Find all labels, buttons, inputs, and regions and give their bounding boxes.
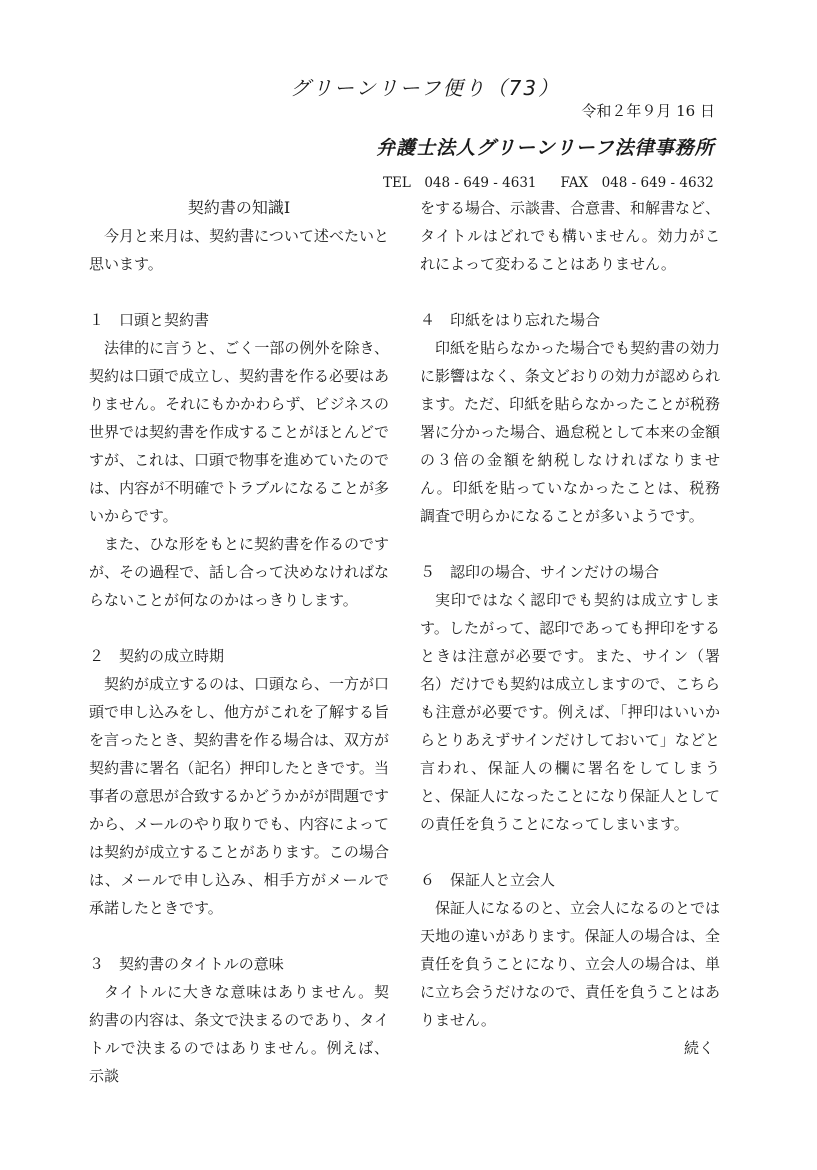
fax-number: FAX 048 - 649 - 4632 [560, 175, 714, 191]
contact-info [383, 171, 738, 191]
firm-name: 弁護士法人グリーンリーフ法律事務所 [376, 137, 715, 159]
article-title: 契約書の知識Ⅰ [187, 198, 291, 217]
section-5-paragraph-1: 実印ではなく認印でも契約は成立すします。したがって、認印であっても押印をするときは注意が必要です。また、サイン（署名）だけでも契約は成立しますので、こちらも注意が必要です。例えば、「押印はいいからとりあえずサインだけしておいて」などと言われ、保証人の欄に署名をしてしまうと、保証人になったことになり保証人としての責任を負うことになってしまいます。 [420, 591, 721, 833]
intro-paragraph: 今月と来月は、契約書について述べたいと思います。 [89, 227, 389, 273]
section-6-heading: ６ 保証人と立会人 [420, 871, 556, 889]
section-4-paragraph-1: 印紙を貼らなかった場合でも契約書の効力に影響はなく、条文どおりの効力が認められます。ただ、印紙を貼らなかったことが税務署に分かった場合、過怠税として本来の金額の３倍の金額を納税しなければなりません。印紙を貼っていなかったことは、税務調査で明らかになることが多いようです。 [420, 339, 721, 525]
section-1-paragraph-1: 法律的に言うと、ごく一部の例外を除き、契約は口頭で成立し、契約書を作る必要はありません。それにもかかわらず、ビジネスの世界では契約書を作成することがほとんどですが、これは、口頭で物事を進めていたのでは、内容が不明確でトラブルになることが多いからです。 [89, 339, 390, 525]
continued-marker: 続く [683, 1039, 714, 1057]
section-3-continuation: をする場合、示談書、合意書、和解書など、タイトルはどれでも構いません。効力がこれによって変わることはありません。 [420, 199, 721, 273]
section-5-heading: ５ 認印の場合、サインだけの場合 [420, 563, 659, 581]
section-2-paragraph-1: 契約が成立するのは、口頭なら、一方が口頭で申し込みをし、他方がこれを了解する旨を言ったとき、契約書を作る場合は、双方が契約書に署名（記名）押印したときです。当事者の意思が合致するかどうかがが問題ですから、メールのやり取りでも、内容によっては契約が成立することがあります。この場合は、メールで申し込み、相手方がメールで承諾したときです。 [89, 675, 390, 917]
newsletter-title: グリーンリーフ便り（73） [290, 76, 561, 100]
issue-date: 令和２年９月 16 日 [581, 102, 715, 120]
section-3-paragraph-1: タイトルに大きな意味はありません。契約書の内容は、条文で決まるのであり、タイトルで決まるのではありません。例えば、示談 [89, 983, 389, 1085]
section-3-heading: ３ 契約書のタイトルの意味 [89, 955, 284, 973]
section-6-paragraph-1: 保証人になるのと、立会人になるのとでは天地の違いがあります。保証人の場合は、全責任を負うことになり、立会人の場合は、単に立ち会うだけなので、責任を負うことはありません。 [420, 899, 721, 1029]
section-4-heading: ４ 印紙をはり忘れた場合 [420, 311, 601, 329]
left-column [89, 194, 389, 1090]
section-2-heading: ２ 契約の成立時期 [89, 647, 225, 665]
section-1-heading: １ 口頭と契約書 [89, 311, 210, 329]
tel-number: TEL 048 - 649 - 4631 [383, 175, 537, 191]
right-column [420, 194, 720, 1062]
section-1-paragraph-2: また、ひな形をもとに契約書を作るのですが、その過程で、話し合って決めなければならないことが何なのかはっきりします。 [89, 535, 390, 609]
